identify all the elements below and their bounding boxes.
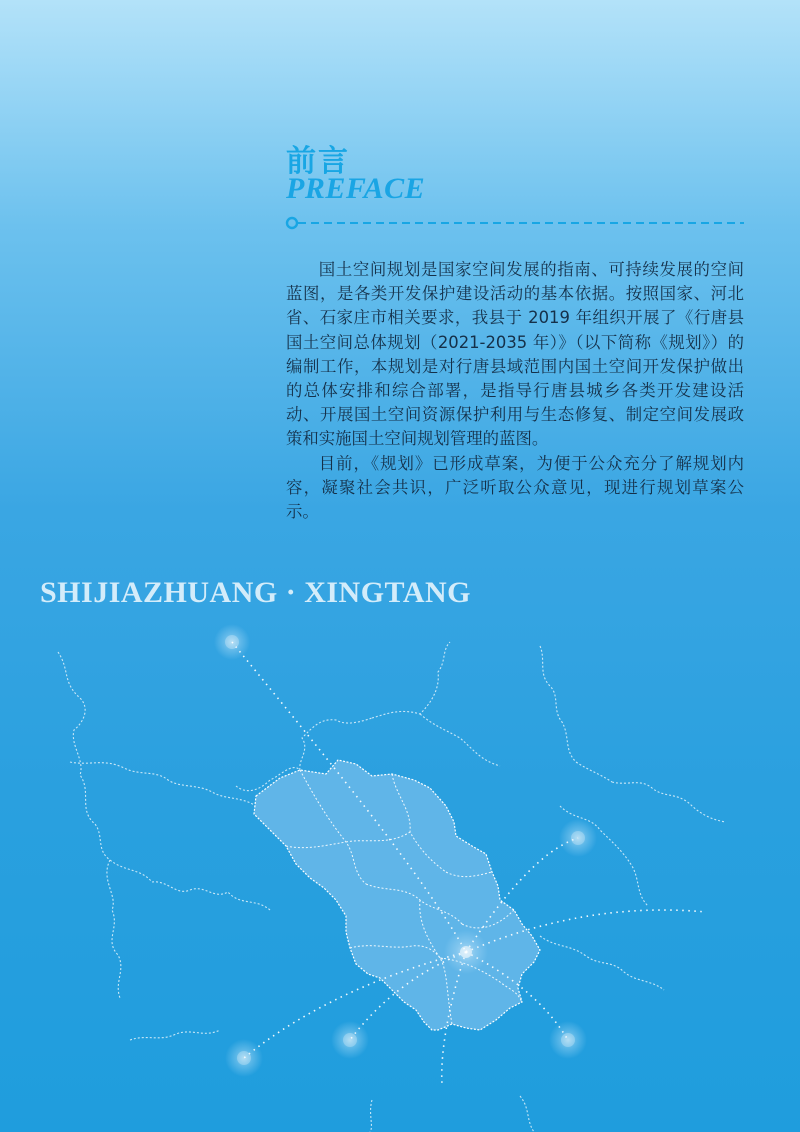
preface-paragraph-1: 国土空间规划是国家空间发展的指南、可持续发展的空间蓝图，是各类开发保护建设活动的基本依据。按照国家、河北省、石家庄市相关要求，我县于 2019 年组织开展了《行唐县国土空间总体规划（2021-2035 年）》（以下简称《规划》）的编制工作，本规划是对行唐县域范围内国土空间开发保护做出的总体安排和综合部署，是指导行唐县城乡各类开发建设活动、开展国土空间资源保护利用与生态修复、制定空间发展政策和实施国土空间规划管理的蓝图。 bbox=[286, 260, 744, 449]
regional-map bbox=[0, 610, 800, 1132]
preface-body bbox=[286, 258, 744, 524]
heading-divider bbox=[284, 215, 744, 231]
preface-paragraph-2: 目前，《规划》已形成草案，为便于公众充分了解规划内容，凝聚社会共识，广泛听取公众意见，现进行规划草案公示。 bbox=[286, 453, 744, 522]
heading-english: PREFACE bbox=[286, 172, 426, 205]
place-title: SHIJIAZHUANG · XINGTANG bbox=[40, 576, 472, 609]
heading-chinese: 前言 bbox=[286, 144, 350, 179]
divider-ring-icon bbox=[287, 218, 297, 228]
county-shape bbox=[254, 760, 540, 1030]
